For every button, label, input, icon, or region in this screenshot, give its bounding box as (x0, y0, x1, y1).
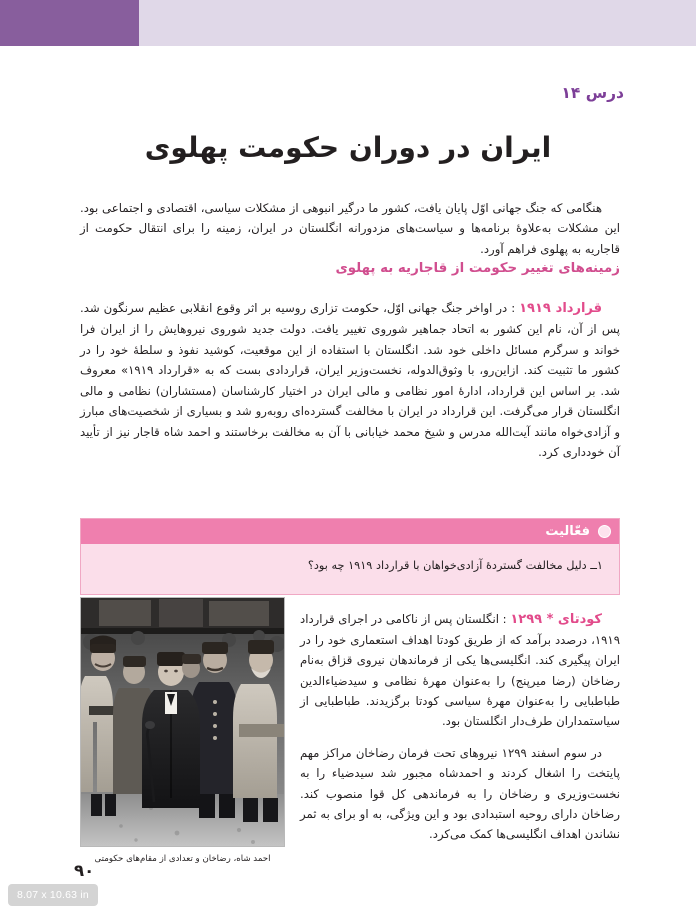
header-band (0, 0, 696, 46)
activity-question: ۱ــ دلیل مخالفت گستردهٔ آزادی‌خواهان با قرارداد ۱۹۱۹ چه بود؟ (307, 559, 603, 572)
lower-section (80, 597, 620, 867)
section-one-paragraph (80, 298, 620, 463)
activity-title: فعّالیت (545, 524, 590, 539)
page-title: ایران در دوران حکومت پهلوی (144, 130, 552, 164)
photo-illustration (81, 598, 284, 846)
header-band-dark-block (0, 0, 139, 46)
page-content (0, 46, 696, 914)
intro-block (80, 186, 620, 271)
section-one-body (80, 286, 620, 474)
section-one-lead-in: قرارداد ۱۹۱۹ (519, 300, 602, 316)
lesson-number: درس ۱۴ (561, 84, 624, 102)
historical-photo (80, 597, 285, 847)
section-one-heading-block (80, 261, 620, 276)
section-two-paragraph-two: در سوم اسفند ۱۲۹۹ نیروهای تحت فرمان رضاخان مراکز مهم پایتخت را اشغال کردند و احمدشاه مجبور شد سیدضیاء را به نخست‌وزیری و رضاخان را به فرماندهی کل قوا منصوب کند. رضاخان دارای روحیه استبدادی بود و این ویژگی، به او برای به ثمر نشاندن اهداف انگلیسی‌ها کمک می‌کرد. (300, 746, 620, 842)
page-size-badge: 8.07 x 10.63 in (8, 884, 98, 906)
figure-column (80, 597, 285, 866)
bullet-circle-icon (598, 525, 611, 538)
photo-caption: احمد شاه، رضاخان و تعدادی از مقام‌های حکومتی (94, 854, 271, 864)
header-band-light (139, 0, 696, 46)
section-two-lead-in: کودتای * ۱۲۹۹ (510, 611, 602, 627)
section-two-text-column (300, 597, 620, 856)
activity-header (81, 519, 619, 544)
section-one-heading: زمینه‌های تغییر حکومت از قاجاریه به پهلوی (335, 261, 620, 276)
activity-body (81, 544, 619, 594)
page-number: ۹۰ (74, 861, 95, 880)
section-one-paragraph-text: : در اواخر جنگ جهانی اوّل، حکومت تزاری روسیه بر اثر وقوع انقلابی عظیم سرنگون شد. پس از آن، نام این کشور به اتحاد جماهیر شوروی تغییر یافت. دولت جدید شوروی نیروهایش را از ایران فرا خواند و سرگرم مسائل داخلی خود شد. انگلستان با استفاده از این موقعیت، کوشید نفوذ و سلطهٔ خود را در کشور ما تثبیت کند. ازاین‌رو، با وثوق‌الدوله، نخست‌وزیر ایران، قراردادی بست که به «قرارداد ۱۹۱۹» معروف شد. بر اساس این قرارداد، ادارهٔ امور نظامی و مالی ایران در اختیار کارشناسان (مستشاران) نظامی و مالی انگلستان قرار می‌گرفت. این قرارداد در ایران با مخالفت گسترده‌ای روبه‌رو شد و بسیاری از شخصیت‌های مبارز و آزادی‌خواه مانند آیت‌الله مدرس و شیخ محمد خیابانی با آن به مخالفت برخاستند و احمد شاه قاجار نیز از تأیید آن خودداری کرد. (80, 300, 620, 460)
section-two-paragraph-one (300, 609, 620, 732)
activity-box (80, 518, 620, 595)
section-two-paragraph-one-text: : انگلستان پس از ناکامی در اجرای قرارداد ۱۹۱۹، درصدد برآمد که از طریق کودتا اهداف استعماری خود را در ایران پیگیری کند. انگلیسی‌ها یکی از فرماندهان نیروی قزاق به‌نام رضاخان (رضا میرپنج) را به‌عنوان مهرهٔ نظامی و سیدضیاءالدین طباطبایی را به‌عنوان مهرهٔ سیاسی کودتا برگزیدند. طباطبایی از سیاستمداران طرف‌دار انگلستان بود. (300, 611, 620, 729)
intro-paragraph: هنگامی که جنگ جهانی اوّل پایان یافت، کشور ما درگیر انبوهی از مشکلات سیاسی، اقتصادی و اجتماعی بود. این مشکلات به‌علاوهٔ برنامه‌ها و سیاست‌های مزدورانه انگلستان در ایران، زمینه را برای انتقال حکومت از قاجاریه به پهلوی فراهم آورد. (80, 200, 620, 256)
